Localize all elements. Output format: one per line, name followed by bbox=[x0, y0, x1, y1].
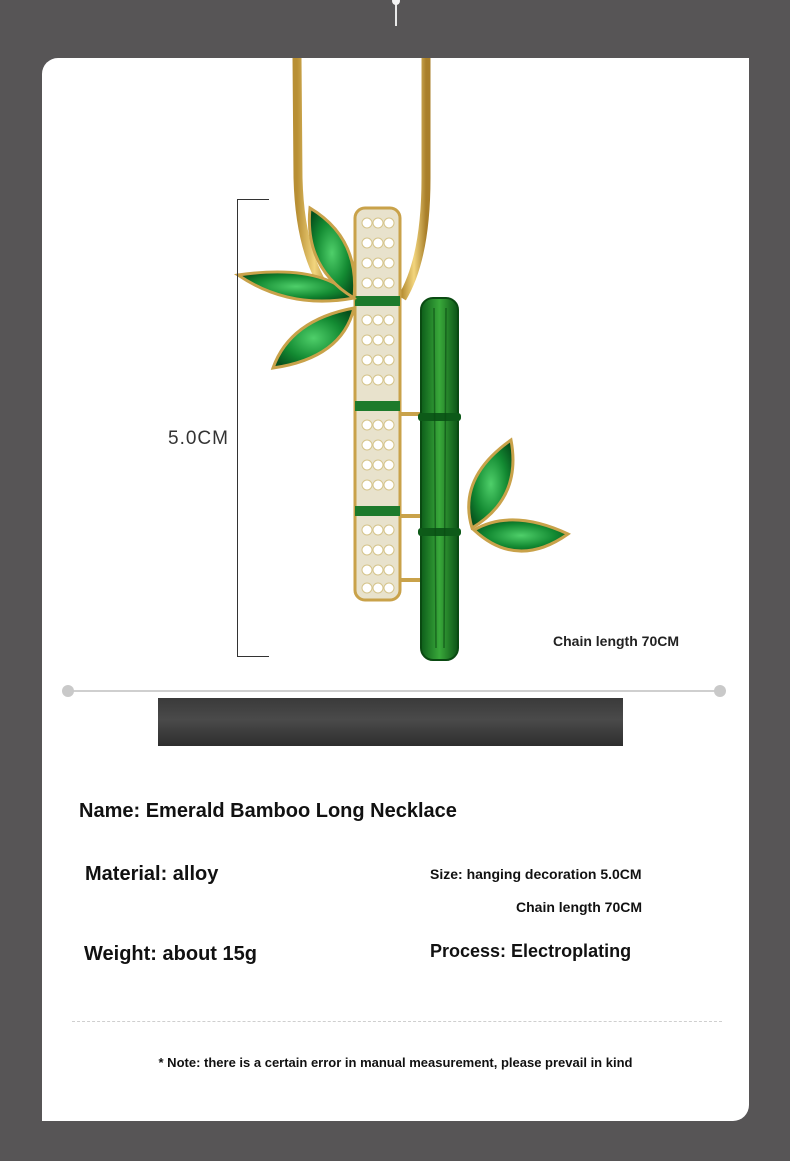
emerald-leaves-left bbox=[238, 208, 355, 368]
slider-knob-left bbox=[62, 685, 74, 697]
dimension-cap-bottom bbox=[237, 656, 269, 657]
spec-name: Name: Emerald Bamboo Long Necklace bbox=[79, 800, 457, 822]
spec-process: Process: Electroplating bbox=[430, 941, 632, 961]
spec-material: Material: alloy bbox=[85, 863, 219, 885]
spec-size: Size: hanging decoration 5.0CM bbox=[430, 866, 642, 882]
chain-length-caption: Chain length 70CM bbox=[553, 633, 680, 649]
chain-right bbox=[402, 58, 426, 298]
necklace-illustration bbox=[42, 58, 749, 698]
emerald-leaves-right bbox=[469, 440, 568, 551]
dimension-line bbox=[237, 199, 238, 656]
dimension-label: 5.0CM bbox=[168, 428, 229, 449]
green-bamboo-stalk bbox=[418, 298, 461, 660]
slider-knob-right bbox=[714, 685, 726, 697]
crystal-bamboo-stalk bbox=[355, 208, 400, 600]
slider-track bbox=[68, 690, 720, 692]
top-pin-decoration bbox=[395, 0, 397, 26]
measurement-note: * Note: there is a certain error in manual measurement, please prevail in kind bbox=[158, 1055, 633, 1070]
dimension-cap-top bbox=[237, 199, 269, 200]
gold-connectors bbox=[400, 414, 422, 580]
spec-weight: Weight: about 15g bbox=[84, 943, 257, 965]
spec-chain-length: Chain length 70CM bbox=[516, 899, 643, 915]
dashed-divider bbox=[72, 1021, 722, 1023]
product-card bbox=[42, 58, 749, 1121]
dark-banner bbox=[158, 698, 623, 746]
divider-slider bbox=[62, 685, 726, 697]
